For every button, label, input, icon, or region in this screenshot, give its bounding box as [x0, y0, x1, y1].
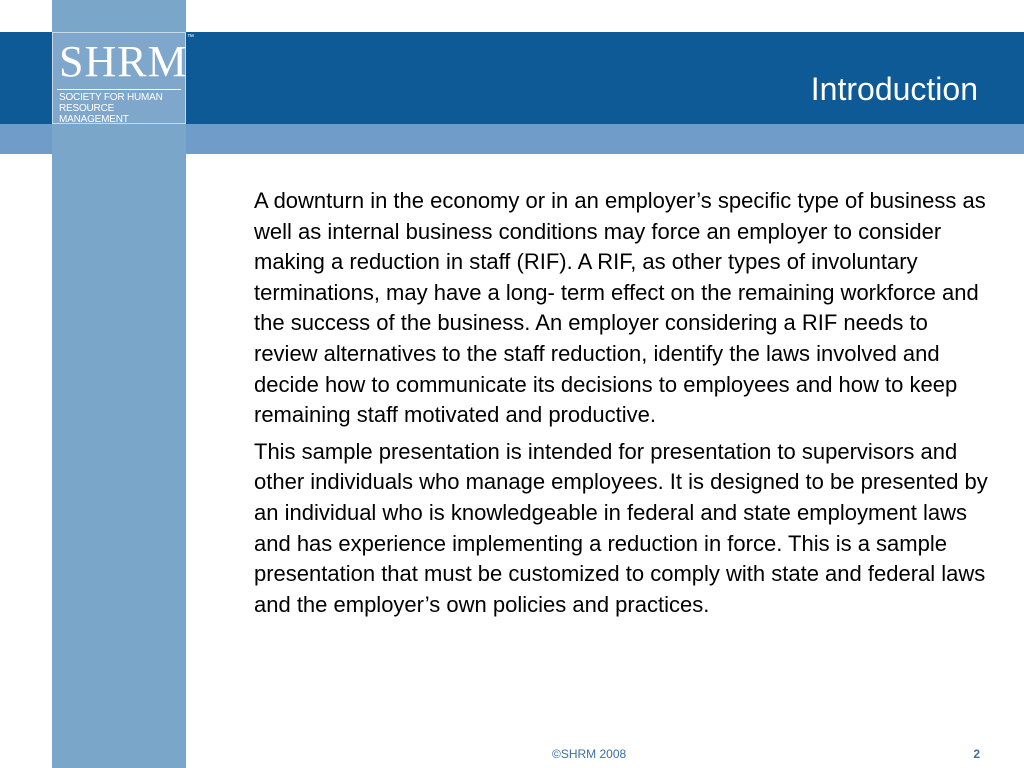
footer-copyright: ©SHRM 2008: [552, 747, 627, 761]
page-number: 2: [973, 747, 980, 761]
body-paragraph-2: This sample presentation is intended for presentation to supervisors and other individuals who manage employees. It is designed to be presented by an individual who is knowledgeable in federal and state employment laws and has experience implementing a reduction in force. This is a sample presentation that must be customized to comply with state and federal laws and the employer’s own policies and practices.: [254, 438, 988, 617]
slide-title: Introduction: [810, 71, 978, 108]
logo-divider: [57, 89, 181, 90]
slide-body: [254, 186, 994, 626]
trademark-symbol: ™: [187, 34, 194, 41]
logo-tagline: [59, 92, 183, 125]
shrm-logo: [52, 32, 186, 124]
body-paragraph-1: A downturn in the economy or in an employer’s specific type of business as well as internal business conditions may force an employer to consider making a reduction in staff (RIF). A RIF, as other types of involuntary terminations, may have a long- term effect on the remaining workforce and the success of the business. An employer considering a RIF needs to review alternatives to the staff reduction, identify the laws involved and decide how to communicate its decisions to employees and how to keep remaining staff motivated and productive.: [254, 188, 986, 428]
logo-tagline-line1: SOCIETY FOR HUMAN: [59, 92, 163, 103]
logo-tagline-line2: RESOURCE MANAGEMENT: [59, 103, 129, 125]
logo-wordmark: SHRM: [59, 37, 188, 86]
